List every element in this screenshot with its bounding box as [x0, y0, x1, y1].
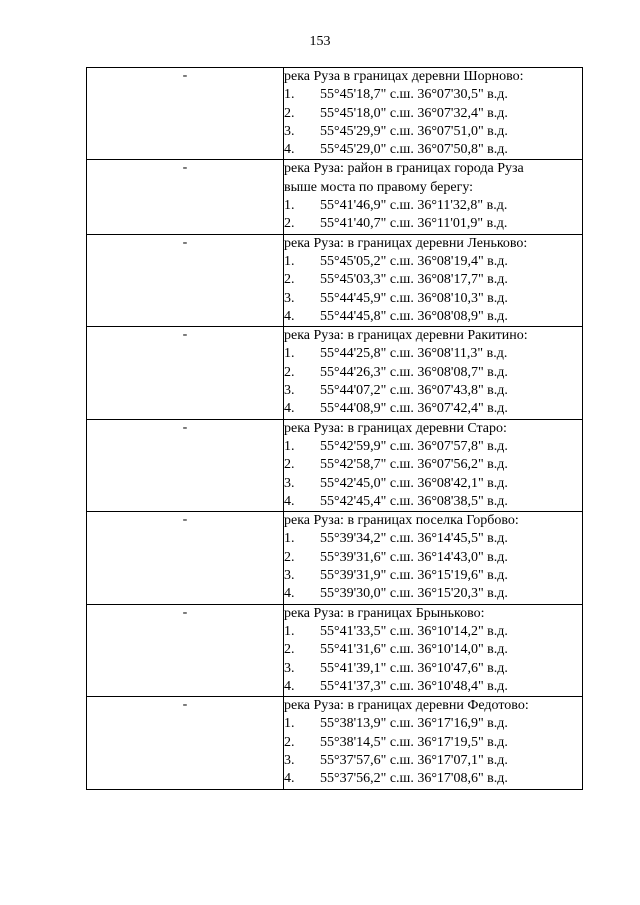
coordinate-number: 2.: [284, 457, 295, 473]
location-title: река Руза: в границах поселка Горбово:: [284, 513, 519, 529]
coordinate-number: 4.: [284, 493, 295, 509]
coordinate-line: [284, 585, 582, 603]
row-marker: -: [87, 68, 284, 160]
coordinate-value: 55°45'03,3" с.ш. 36°08'17,7" в.д.: [320, 272, 508, 288]
coordinate-number: 2.: [284, 364, 295, 380]
coordinate-value: 55°45'05,2" с.ш. 36°08'19,4" в.д.: [320, 253, 508, 269]
coordinate-value: 55°39'31,6" с.ш. 36°14'43,0" в.д.: [320, 549, 508, 565]
coordinate-line: [284, 715, 582, 733]
coordinate-value: 55°44'08,9" с.ш. 36°07'42,4" в.д.: [320, 401, 508, 417]
coordinate-number: 2.: [284, 549, 295, 565]
table-row: [87, 512, 583, 604]
coordinate-line: [284, 123, 582, 141]
coordinate-value: 55°38'14,5" с.ш. 36°17'19,5" в.д.: [320, 734, 508, 750]
page-number: 153: [309, 34, 331, 49]
coordinate-number: 2.: [284, 272, 295, 288]
coordinate-number: 4.: [284, 308, 295, 324]
coordinate-number: 4.: [284, 401, 295, 417]
coordinate-number: 4.: [284, 771, 295, 787]
location-cell: [284, 160, 583, 234]
row-marker: -: [87, 160, 284, 234]
coordinate-line: [284, 493, 582, 511]
coordinate-number: 3.: [284, 660, 295, 676]
coordinate-line: [284, 364, 582, 382]
coordinate-value: 55°44'25,8" с.ш. 36°08'11,3" в.д.: [320, 346, 508, 362]
coordinate-line: [284, 567, 582, 585]
coordinate-line: [284, 141, 582, 159]
location-cell: [284, 234, 583, 326]
table-row: [87, 160, 583, 234]
table-row: [87, 234, 583, 326]
coordinate-number: 2.: [284, 216, 295, 232]
coordinate-number: 1.: [284, 438, 295, 454]
coordinate-line: [284, 290, 582, 308]
coordinate-line: [284, 400, 582, 418]
coordinate-number: 1.: [284, 623, 295, 639]
coordinate-value: 55°42'45,4" с.ш. 36°08'38,5" в.д.: [320, 493, 508, 509]
coordinate-line: [284, 678, 582, 696]
row-marker: -: [87, 697, 284, 789]
coordinate-value: 55°42'59,9" с.ш. 36°07'57,8" в.д.: [320, 438, 508, 454]
coordinate-number: 3.: [284, 383, 295, 399]
coordinate-value: 55°45'29,9" с.ш. 36°07'51,0" в.д.: [320, 123, 508, 139]
coordinate-line: [284, 215, 582, 233]
coordinate-value: 55°41'33,5" с.ш. 36°10'14,2" в.д.: [320, 623, 508, 639]
coordinate-value: 55°41'39,1" с.ш. 36°10'47,6" в.д.: [320, 660, 508, 676]
table-row: [87, 327, 583, 419]
table-row: [87, 697, 583, 789]
coordinate-line: [284, 770, 582, 788]
coordinate-value: 55°42'45,0" с.ш. 36°08'42,1" в.д.: [320, 475, 508, 491]
coordinate-value: 55°38'13,9" с.ш. 36°17'16,9" в.д.: [320, 716, 508, 732]
coordinate-value: 55°42'58,7" с.ш. 36°07'56,2" в.д.: [320, 457, 508, 473]
coordinate-line: [284, 549, 582, 567]
coordinate-number: 3.: [284, 123, 295, 139]
coordinate-number: 1.: [284, 531, 295, 547]
coordinate-value: 55°44'45,9" с.ш. 36°08'10,3" в.д.: [320, 290, 508, 306]
location-title: река Руза: в границах деревни Леньково:: [284, 235, 528, 251]
coordinate-number: 1.: [284, 716, 295, 732]
table-row: [87, 419, 583, 511]
location-title: река Руза: в границах деревни Ракитино:: [284, 328, 528, 344]
coordinate-number: 1.: [284, 346, 295, 362]
coordinate-line: [284, 641, 582, 659]
coordinate-line: [284, 438, 582, 456]
coordinate-line: [284, 271, 582, 289]
row-marker: -: [87, 327, 284, 419]
coordinate-number: 3.: [284, 752, 295, 768]
coordinate-value: 55°39'31,9" с.ш. 36°15'19,6" в.д.: [320, 568, 508, 584]
location-cell: [284, 604, 583, 696]
coordinate-line: [284, 623, 582, 641]
coordinate-number: 3.: [284, 568, 295, 584]
coordinate-line: [284, 345, 582, 363]
row-marker: -: [87, 512, 284, 604]
coordinate-number: 2.: [284, 734, 295, 750]
coordinate-value: 55°45'18,7" с.ш. 36°07'30,5" в.д.: [320, 87, 508, 103]
location-cell: [284, 68, 583, 160]
table-body: [87, 68, 583, 790]
coordinate-value: 55°37'57,6" с.ш. 36°17'07,1" в.д.: [320, 752, 508, 768]
location-title: река Руза: в границах деревни Федотово:: [284, 698, 529, 714]
coordinate-line: [284, 308, 582, 326]
coordinate-line: [284, 734, 582, 752]
coordinate-value: 55°41'31,6" с.ш. 36°10'14,0" в.д.: [320, 642, 508, 658]
row-marker: -: [87, 419, 284, 511]
coordinate-line: [284, 660, 582, 678]
location-title: река Руза: в границах деревни Старо:: [284, 420, 507, 436]
coordinate-value: 55°44'26,3" с.ш. 36°08'08,7" в.д.: [320, 364, 508, 380]
coordinate-number: 4.: [284, 142, 295, 158]
location-title: река Руза: в границах Брыньково:: [284, 605, 485, 621]
coordinate-value: 55°41'37,3" с.ш. 36°10'48,4" в.д.: [320, 678, 508, 694]
coordinate-number: 2.: [284, 642, 295, 658]
location-cell: [284, 697, 583, 789]
coordinate-number: 3.: [284, 290, 295, 306]
coordinate-number: 2.: [284, 105, 295, 121]
table-row: [87, 604, 583, 696]
coordinate-line: [284, 253, 582, 271]
row-marker: -: [87, 234, 284, 326]
coordinate-line: [284, 456, 582, 474]
coordinate-number: 4.: [284, 678, 295, 694]
coordinate-number: 3.: [284, 475, 295, 491]
coordinate-number: 4.: [284, 586, 295, 602]
coordinate-value: 55°37'56,2" с.ш. 36°17'08,6" в.д.: [320, 771, 508, 787]
coordinate-value: 55°41'40,7" с.ш. 36°11'01,9" в.д.: [320, 216, 508, 232]
location-cell: [284, 419, 583, 511]
coordinate-number: 1.: [284, 253, 295, 269]
coordinate-value: 55°39'34,2" с.ш. 36°14'45,5" в.д.: [320, 531, 508, 547]
coordinate-number: 1.: [284, 87, 295, 103]
location-cell: [284, 327, 583, 419]
coordinate-line: [284, 86, 582, 104]
coordinate-value: 55°44'07,2" с.ш. 36°07'43,8" в.д.: [320, 383, 508, 399]
coordinate-line: [284, 197, 582, 215]
location-title: река Руза: район в границах города Руза выше моста по правому берегу:: [284, 161, 524, 195]
coordinate-line: [284, 105, 582, 123]
coordinate-value: 55°44'45,8" с.ш. 36°08'08,9" в.д.: [320, 308, 508, 324]
coordinate-line: [284, 382, 582, 400]
location-title: река Руза в границах деревни Шорново:: [284, 69, 524, 84]
coordinates-table: [86, 67, 583, 790]
coordinate-line: [284, 475, 582, 493]
coordinate-value: 55°41'46,9" с.ш. 36°11'32,8" в.д.: [320, 198, 508, 214]
coordinate-value: 55°45'18,0" с.ш. 36°07'32,4" в.д.: [320, 105, 508, 121]
coordinate-value: 55°45'29,0" с.ш. 36°07'50,8" в.д.: [320, 142, 508, 158]
coordinate-line: [284, 752, 582, 770]
row-marker: -: [87, 604, 284, 696]
coordinate-line: [284, 530, 582, 548]
table-row: [87, 68, 583, 160]
coordinate-value: 55°39'30,0" с.ш. 36°15'20,3" в.д.: [320, 586, 508, 602]
location-cell: [284, 512, 583, 604]
coordinate-number: 1.: [284, 198, 295, 214]
